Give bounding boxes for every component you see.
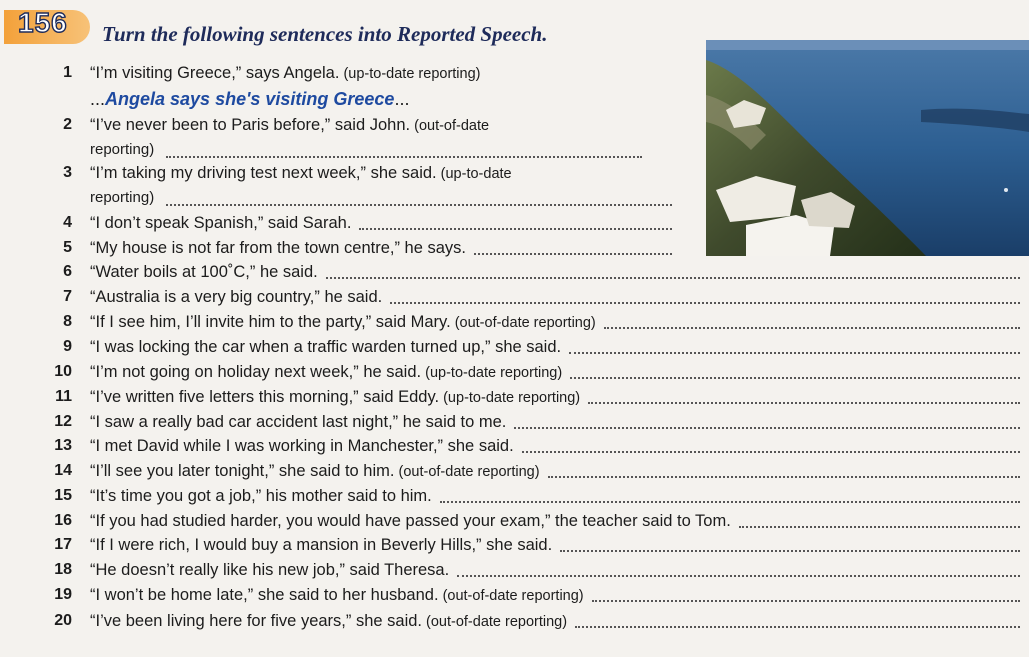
sentence-text <box>90 64 480 83</box>
sentence-item <box>0 288 1029 312</box>
answer-line[interactable] <box>514 427 1020 429</box>
exercise-header <box>0 6 680 44</box>
example-prefix: ... <box>90 89 106 109</box>
sentence-item <box>0 313 1029 337</box>
answer-line[interactable] <box>326 277 1020 279</box>
answer-line[interactable] <box>570 377 1020 379</box>
answer-line[interactable] <box>560 550 1020 552</box>
answer-line[interactable] <box>592 600 1020 602</box>
answer-line[interactable] <box>739 526 1020 528</box>
sentence-text <box>90 487 432 506</box>
reporting-note: (out-of-date <box>410 118 490 134</box>
sentence-item <box>0 363 1029 387</box>
item-number: 2 <box>63 116 72 133</box>
quoted-sentence: “I’ve never been to Paris before,” said John. <box>90 116 411 134</box>
sentence-text <box>90 586 584 605</box>
sentence-text <box>90 263 318 282</box>
sentence-item <box>0 164 1029 188</box>
item-number: 8 <box>63 313 72 330</box>
sentence-text <box>90 388 580 407</box>
item-number: 6 <box>63 263 72 280</box>
sentence-item <box>0 214 1029 238</box>
example-text: Angela says she's visiting Greece <box>105 89 395 109</box>
sentence-item <box>0 586 1029 610</box>
sentence-text <box>90 462 540 481</box>
answer-line[interactable] <box>588 402 1020 404</box>
answer-line[interactable] <box>166 156 642 158</box>
reporting-note-continued: reporting) <box>90 189 155 206</box>
quoted-sentence: “I’m taking my driving test next week,” she said. <box>90 164 437 182</box>
example-suffix: ... <box>394 89 410 109</box>
sentence-item <box>0 413 1029 437</box>
item-number: 14 <box>54 462 72 479</box>
quoted-sentence: “I’ll see you later tonight,” she said to him. <box>90 462 395 480</box>
quoted-sentence: “If I see him, I’ll invite him to the party,” said Mary. <box>90 313 451 331</box>
sentence-item <box>0 116 1029 140</box>
quoted-sentence: “It’s time you got a job,” his mother said to him. <box>90 487 432 505</box>
sentence-text <box>90 214 351 233</box>
reporting-note: (up-to-date reporting) <box>421 365 563 381</box>
quoted-sentence: “My house is not far from the town centre,” he says. <box>90 239 466 257</box>
item-number: 15 <box>54 487 72 504</box>
answer-line[interactable] <box>359 228 672 230</box>
sentence-text <box>90 338 561 357</box>
sentence-item <box>0 561 1029 585</box>
item-number: 11 <box>55 388 72 405</box>
quoted-sentence: “He doesn’t really like his new job,” said Theresa. <box>90 561 450 579</box>
sentence-text <box>90 536 552 555</box>
exercise-title: Turn the following sentences into Reported Speech. <box>102 22 548 46</box>
quoted-sentence: “I’m not going on holiday next week,” he said. <box>90 363 422 381</box>
reporting-note: (out-of-date reporting) <box>450 315 596 331</box>
sentence-text <box>90 313 596 332</box>
item-number: 5 <box>63 239 72 256</box>
reporting-note: (up-to-date reporting) <box>439 390 581 406</box>
quoted-sentence: “I’ve been living here for five years,” she said. <box>90 612 422 630</box>
quoted-sentence: “I don’t speak Spanish,” said Sarah. <box>90 214 352 232</box>
item-number: 7 <box>63 288 72 305</box>
sentence-item <box>0 462 1029 486</box>
item-number: 4 <box>63 214 72 231</box>
quoted-sentence: “If I were rich, I would buy a mansion in Beverly Hills,” she said. <box>90 536 553 554</box>
answer-line[interactable] <box>166 204 672 206</box>
item-number: 9 <box>63 338 72 355</box>
answer-line[interactable] <box>474 253 672 255</box>
answer-line[interactable] <box>548 476 1020 478</box>
example-answer <box>90 89 409 110</box>
item-number: 18 <box>54 561 72 578</box>
item-number: 20 <box>54 612 72 629</box>
reporting-note: (out-of-date reporting) <box>422 614 568 630</box>
item-number: 17 <box>54 536 72 553</box>
sentence-text <box>90 164 512 183</box>
item-number: 10 <box>54 363 72 380</box>
answer-line[interactable] <box>604 327 1020 329</box>
sentence-item <box>0 536 1029 560</box>
sentence-text <box>90 239 466 258</box>
item-number: 1 <box>63 64 72 81</box>
item-number: 16 <box>54 512 72 529</box>
sentence-item <box>0 338 1029 362</box>
sentence-text <box>90 437 514 456</box>
exercise-number: 156 <box>18 7 68 38</box>
quoted-sentence: “If you had studied harder, you would have passed your exam,” the teacher said to Tom. <box>90 512 731 530</box>
sentence-text <box>90 116 489 135</box>
sentence-text <box>90 512 731 531</box>
sentence-item <box>0 512 1029 536</box>
reporting-note: (out-of-date reporting) <box>394 464 540 480</box>
sentence-item <box>0 612 1029 636</box>
sentence-text <box>90 413 506 432</box>
sentence-item <box>0 239 1029 263</box>
quoted-sentence: “I’m visiting Greece,” says Angela. <box>90 64 340 82</box>
item-number: 3 <box>63 164 72 181</box>
quoted-sentence: “Australia is a very big country,” he said. <box>90 288 383 306</box>
sentence-text <box>90 561 449 580</box>
item-number: 12 <box>54 413 72 430</box>
reporting-note: (up-to-date reporting) <box>339 66 481 82</box>
sentence-item <box>0 263 1029 287</box>
quoted-sentence: “I’ve written five letters this morning,” said Eddy. <box>90 388 440 406</box>
sentence-text <box>90 612 567 631</box>
answer-line[interactable] <box>522 451 1020 453</box>
reporting-note: (out-of-date reporting) <box>438 588 584 604</box>
sentence-item <box>0 487 1029 511</box>
quoted-sentence: “Water boils at 100˚C,” he said. <box>90 263 318 281</box>
answer-line[interactable] <box>440 501 1020 503</box>
quoted-sentence: “I was locking the car when a traffic warden turned up,” she said. <box>90 338 562 356</box>
reporting-note-continued: reporting) <box>90 141 155 158</box>
item-number: 13 <box>54 437 72 454</box>
sentence-text <box>90 288 382 307</box>
sentence-text <box>90 363 562 382</box>
sentence-item <box>0 437 1029 461</box>
quoted-sentence: “I won’t be home late,” she said to her husband. <box>90 586 439 604</box>
answer-line[interactable] <box>575 626 1020 628</box>
answer-line[interactable] <box>457 575 1020 577</box>
sentence-item <box>0 64 1029 88</box>
reporting-note: (up-to-date <box>436 166 512 182</box>
quoted-sentence: “I saw a really bad car accident last night,” he said to me. <box>90 413 507 431</box>
quoted-sentence: “I met David while I was working in Manchester,” she said. <box>90 437 514 455</box>
sentence-item <box>0 388 1029 412</box>
answer-line[interactable] <box>390 302 1020 304</box>
item-number: 19 <box>54 586 72 603</box>
answer-line[interactable] <box>569 352 1020 354</box>
